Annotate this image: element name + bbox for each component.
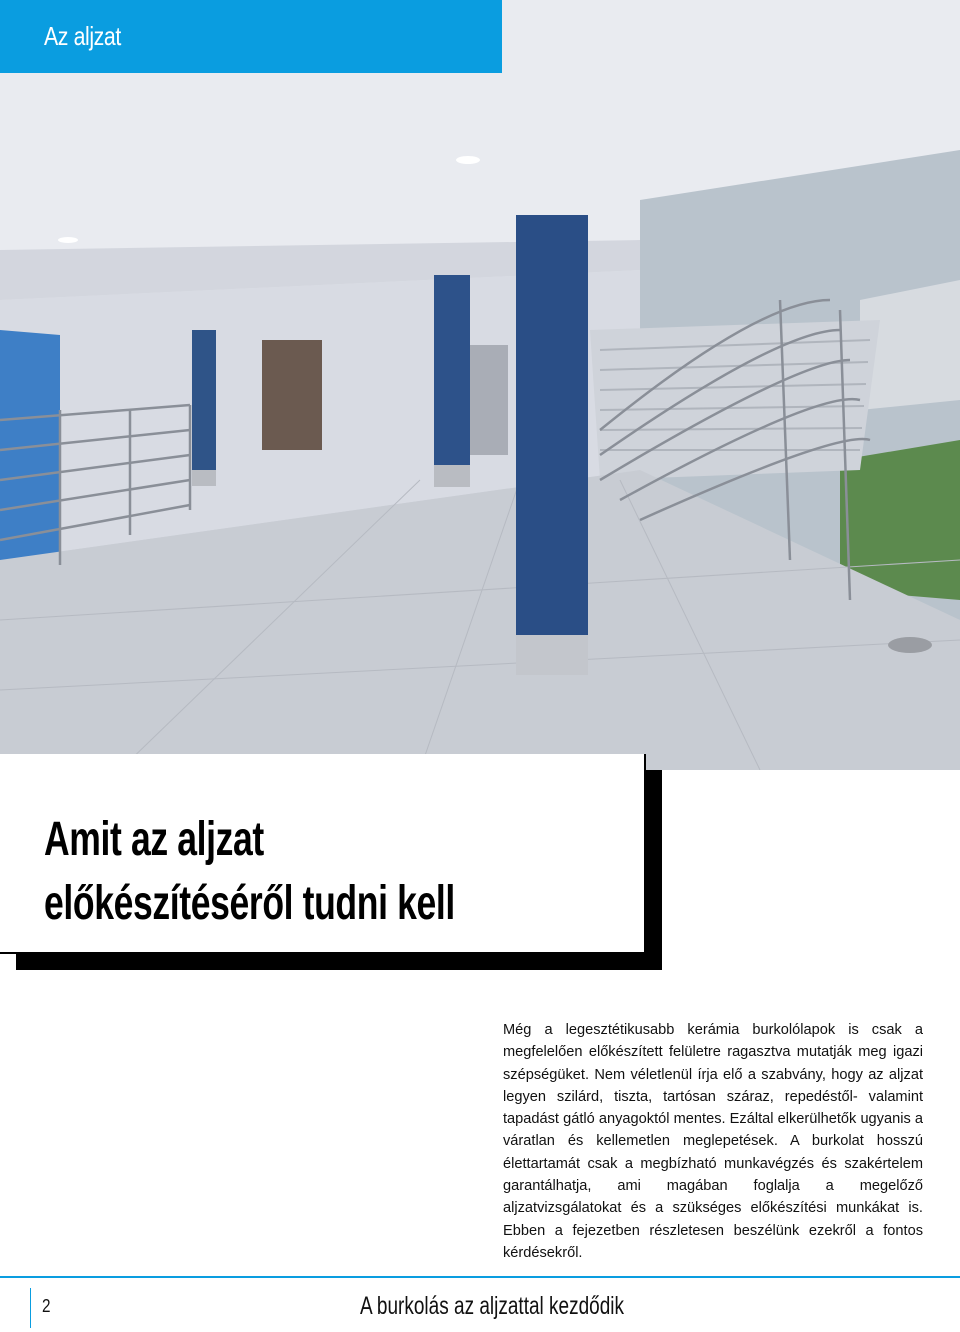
footer-divider [30,1288,31,1328]
section-tab-label: Az aljzat [44,21,121,51]
intro-paragraph: Még a legesztétikusabb kerámia burkolólapok is csak a megfelelően előkészített felületre ragasztva mutatják meg igazi szépségüket. Nem véletlenül írja elő a szabvány, hogy az aljzat legyen szilárd, tiszta, tartósan száraz, repedéstől- valamint tapadást gátló anyagoktól mentes. Ezáltal elkerülhetők ugyanis a váratlan és kellemetlen meglepetések. A burkolat hosszú élettartamát csak a megbízható munkavégzés és szakértelem garantálhatja, ami magában foglalja a megelőző aljzatvizsgálatokat és a szükséges előkészítési munkákat is. Ebben a fejezetben részletesen beszélünk ezekről a fontos kérdésekről. [503,1022,923,1261]
footer-title: A burkolás az aljzattal kezdődik [360,1292,625,1320]
title-box [0,754,646,954]
title-line-2: előkészítéséről tudni kell [44,877,455,930]
section-tab [0,0,502,73]
page-footer [0,1276,960,1332]
page-number: 2 [42,1296,51,1316]
title-line-1: Amit az aljzat [44,813,264,866]
